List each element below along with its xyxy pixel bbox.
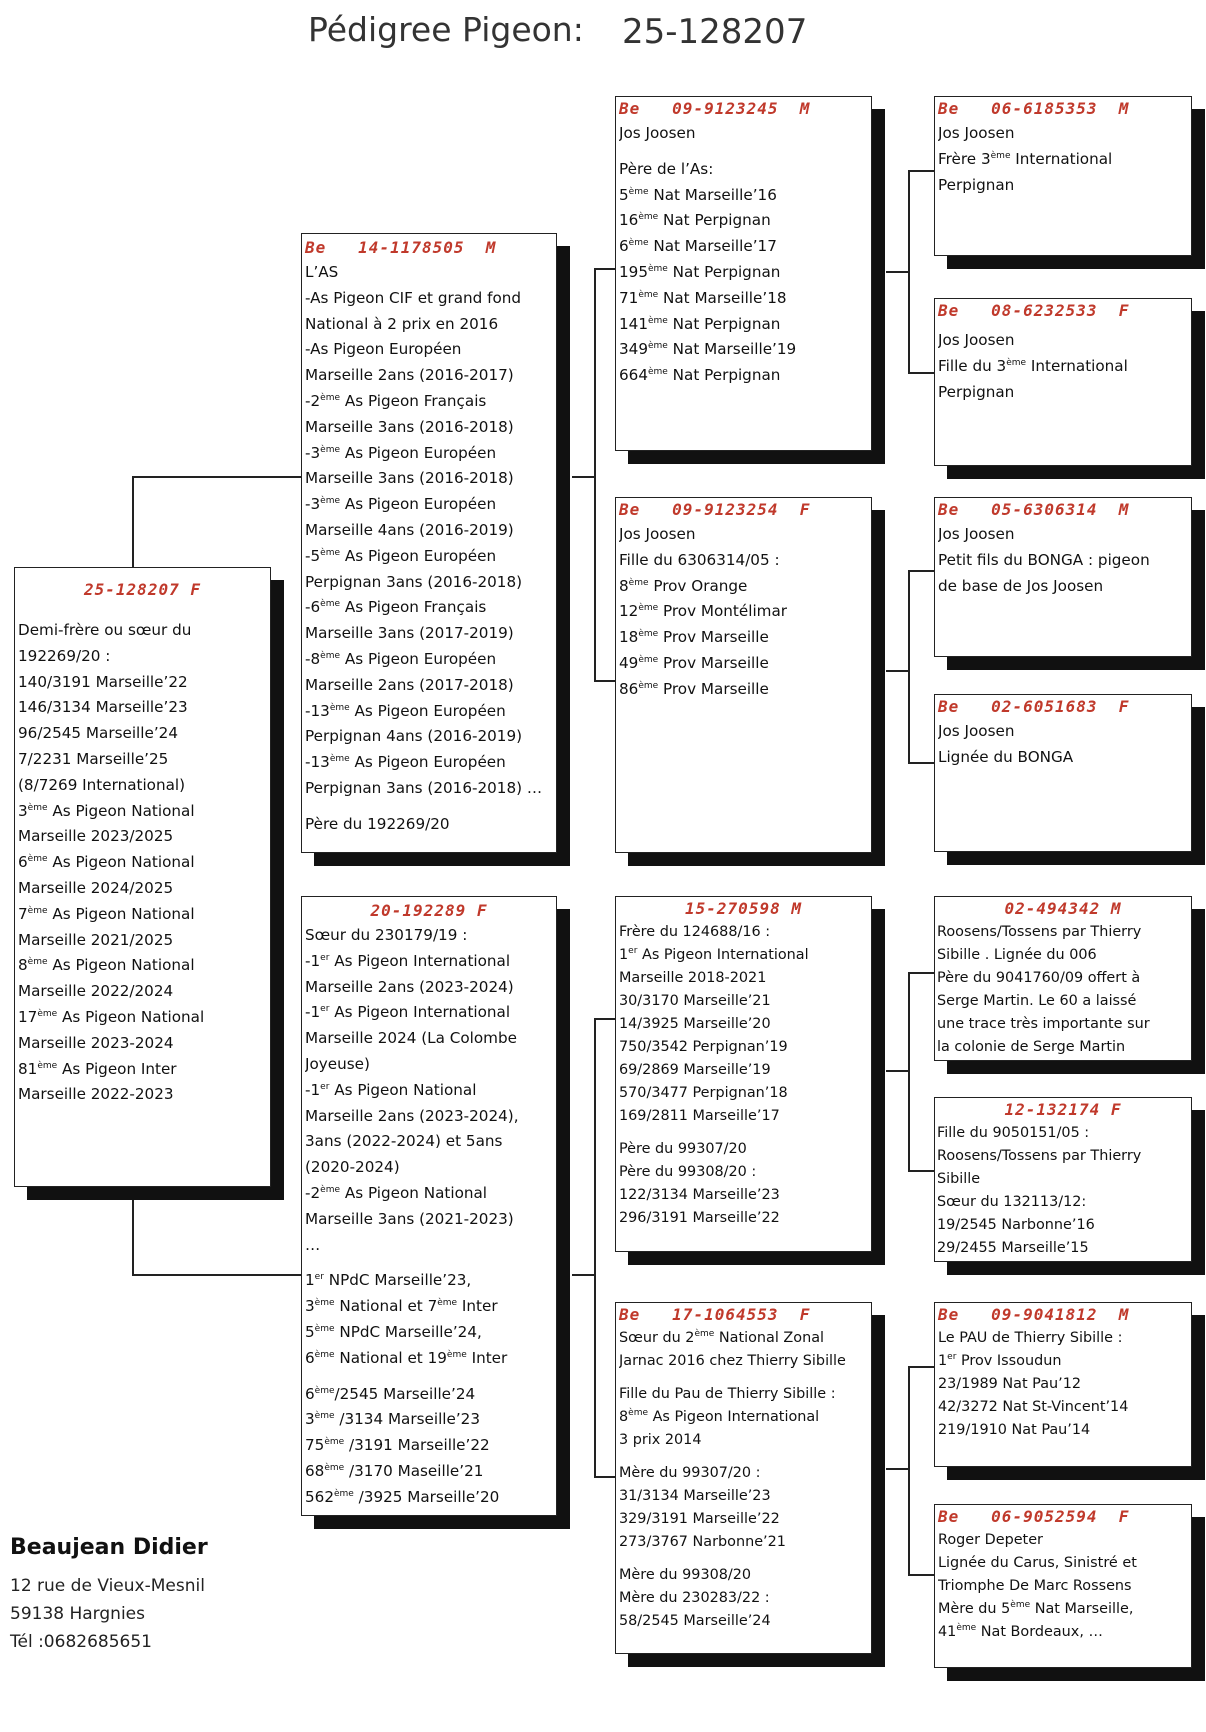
gd2-country: Be [619,1305,641,1324]
pedigree-line: Père du 99308/20 : [619,1164,757,1180]
pedigree-line: Marseille 2ans (2017-2018) [305,675,514,694]
pedigree-line: Perpignan 3ans (2016-2018) … [305,778,543,797]
pedigree-line: 6ème As Pigeon National [18,853,195,872]
pedigree-line: Marseille 3ans (2016-2018) [305,469,514,488]
pedigree-line: Jarnac 2016 chez Thierry Sibille [619,1353,846,1369]
sire-ring: 14-1178505 [358,238,465,257]
pedigree-line: Perpignan [938,382,1015,401]
pedigree-line: 296/3191 Marseille’22 [619,1210,780,1226]
connector [886,670,910,672]
pedigree-line: -1er As Pigeon National [305,1080,477,1099]
ggs4-lines [938,1327,1188,1442]
ggd1-ring-header [938,299,1188,323]
pedigree-line: 7/2231 Marseille’25 [18,749,169,768]
pedigree-line: Petit fils du BONGA : pigeon [938,550,1150,569]
pedigree-line: Père du 192269/20 [305,814,450,833]
page-title [0,4,1206,64]
grandsire-maternal-card [615,896,872,1252]
connector [594,680,616,682]
ggs2-sex: M [1118,500,1130,519]
pedigree-line: 19/2545 Narbonne’16 [937,1217,1095,1233]
pedigree-line: Père du 9041760/09 offert à [937,970,1141,986]
pedigree-line: Fille du 3ème International [938,356,1128,375]
pedigree-line: 81ème As Pigeon Inter [18,1059,177,1078]
sire-card [301,233,557,853]
ggd3-card [934,1097,1192,1262]
dam-lines [305,923,553,1511]
pedigree-line: 1er Prov Issoudun [938,1352,1062,1369]
pedigree-line: Marseille 2024 (La Colombe [305,1029,517,1048]
gd2-sex: F [799,1305,811,1324]
pedigree-line: 23/1989 Nat Pau’12 [938,1376,1082,1392]
sire-country: Be [305,238,327,257]
pedigree-line: Marseille 4ans (2016-2019) [305,520,514,539]
pedigree-line: Marseille 2021/2025 [18,930,174,949]
pedigree-line: -As Pigeon CIF et grand fond [305,288,522,307]
gd1-sex: F [799,500,811,519]
ggd4-country: Be [938,1507,960,1526]
connector [908,170,910,374]
pedigree-line: 750/3542 Perpignan’19 [619,1039,788,1055]
sire-sex: M [485,238,497,257]
pedigree-line: 6ème National et 19ème Inter [305,1348,508,1367]
pedigree-line: Sœur du 132113/12: [937,1194,1087,1210]
pedigree-line: Perpignan 3ans (2016-2018) [305,572,523,591]
pedigree-line: Perpignan [938,175,1015,194]
pedigree-line: 5ème Nat Marseille’16 [619,185,777,204]
ggs3-card [934,896,1192,1061]
subject-ring: 25-128207 F [84,580,201,599]
pedigree-line: Marseille 2ans (2023-2024), [305,1106,519,1125]
gs1-ring: 09-9123245 [672,99,779,118]
pedigree-line: 12ème Prov Montélimar [619,602,788,621]
pedigree-line: Marseille 3ans (2017-2019) [305,624,514,643]
pedigree-line: National à 2 prix en 2016 [305,314,499,333]
pedigree-line: Marseille 3ans (2021-2023) [305,1209,514,1228]
pedigree-line: 140/3191 Marseille’22 [18,672,188,691]
pedigree-line: 3ans (2022-2024) et 5ans [305,1132,503,1151]
ggd2-lines [938,719,1188,771]
pedigree-line: Roger Depeter [938,1532,1043,1548]
pedigree-line: Sibille [937,1171,981,1187]
connector [886,271,910,273]
pedigree-line: -13ème As Pigeon Européen [305,753,506,772]
pedigree-line: 3ème As Pigeon National [18,801,195,820]
owner-info [10,1535,310,1652]
ggd4-card [934,1504,1192,1668]
pedigree-line: Roosens/Tossens par Thierry [937,1148,1142,1164]
gs2-lines [619,921,868,1230]
pedigree-line: 8ème Prov Orange [619,576,748,595]
pedigree-line: -As Pigeon Européen [305,340,462,359]
ggd3-lines [937,1122,1189,1260]
ggd1-ring: 08-6232533 [991,301,1098,320]
connector [908,972,934,974]
pedigree-line: Jos Joosen [938,331,1015,349]
ggs1-card [934,96,1192,256]
pedigree-line: Lignée du Carus, Sinistré et [938,1555,1137,1571]
pedigree-line: 30/3170 Marseille’21 [619,993,771,1009]
ggd4-ring-header [938,1505,1188,1529]
pedigree-line: 42/3272 Nat St-Vincent’14 [938,1399,1129,1415]
owner-city: 59138 Hargnies [10,1604,145,1624]
pedigree-line: 6ème Nat Marseille’17 [619,237,777,256]
pedigree-line: Marseille 2023/2025 [18,827,174,846]
pedigree-line: Père du 99307/20 [619,1141,747,1157]
pedigree-line: de base de Jos Joosen [938,576,1104,595]
pedigree-line: Marseille 2022/2024 [18,982,174,1001]
pedigree-line: 146/3134 Marseille’23 [18,698,188,717]
ggs2-ring: 05-6306314 [991,500,1098,519]
ggd1-country: Be [938,301,960,320]
ggd3-ring: 12-132174 F [1004,1100,1122,1119]
connector [594,268,616,270]
pedigree-line: Joyeuse) [305,1054,370,1073]
pedigree-line: 14/3925 Marseille’20 [619,1016,771,1032]
connector [132,476,134,568]
connector [594,1018,596,1478]
gd1-lines [619,522,868,703]
connector [132,476,302,478]
connector [908,372,934,374]
pedigree-line: 69/2869 Marseille’19 [619,1062,771,1078]
pedigree-line: Marseille 2023-2024 [18,1033,174,1052]
pedigree-line: Marseille 3ans (2016-2018) [305,417,514,436]
pedigree-line: 1er As Pigeon International [619,946,809,963]
pedigree-line: 3 prix 2014 [619,1432,702,1448]
pedigree-line: 8ème As Pigeon National [18,956,195,975]
pedigree-line: Mère du 5ème Nat Marseille, [938,1600,1134,1617]
ggs1-ring-header [938,97,1188,121]
pedigree-line: 3ème National et 7ème Inter [305,1297,498,1316]
ggs2-ring-header [938,498,1188,522]
connector [132,1196,134,1276]
ggd2-sex: F [1118,697,1130,716]
pedigree-line: 195ème Nat Perpignan [619,262,781,281]
pedigree-line: 86ème Prov Marseille [619,679,769,698]
grandsire-paternal-ring-header [619,97,868,121]
pedigree-line: Jos Joosen [938,722,1015,740]
ggd4-sex: F [1118,1507,1130,1526]
pedigree-line: Marseille 2018-2021 [619,970,767,986]
pedigree-line: (2020-2024) [305,1158,400,1177]
ggs4-card [934,1302,1192,1467]
gd2-ring: 17-1064553 [672,1305,779,1324]
pedigree-line: 58/2545 Marseille’24 [619,1613,771,1629]
pedigree-line: Jos Joosen [619,525,696,543]
ggd1-card [934,298,1192,466]
pedigree-line: Frère du 124688/16 : [619,924,771,940]
pedigree-line: -1er As Pigeon International [305,1003,511,1022]
granddam-paternal-card [615,497,872,853]
pedigree-line: la colonie de Serge Martin [937,1039,1126,1055]
connector [908,1574,934,1576]
pedigree-line: 192269/20 : [18,646,111,665]
pedigree-line: 329/3191 Marseille’22 [619,1511,780,1527]
connector [908,972,910,1172]
connector [908,1366,910,1576]
dam-card [301,896,557,1516]
pedigree-line: 31/3134 Marseille’23 [619,1488,771,1504]
ggd2-ring: 02-6051683 [991,697,1098,716]
gs1-sex: M [799,99,811,118]
dam-ring: 20-192289 F [370,901,488,920]
pedigree-line: 349ème Nat Marseille’19 [619,340,797,359]
connector [908,570,934,572]
pedigree-line: 29/2455 Marseille’15 [937,1240,1089,1256]
connector [132,1274,302,1276]
pedigree-line: 219/1910 Nat Pau’14 [938,1422,1091,1438]
pedigree-line: 6ème/2545 Marseille’24 [305,1384,476,1403]
grandsire-paternal-card [615,96,872,451]
sire-ring-header [305,236,553,260]
pedigree-line: 71ème Nat Marseille’18 [619,288,787,307]
granddam-paternal-ring-header [619,498,868,522]
pedigree-line: Perpignan 4ans (2016-2019) [305,727,523,746]
pedigree-line: 664ème Nat Perpignan [619,366,781,385]
pedigree-line: Frère 3ème International [938,149,1113,168]
ggs1-ring: 06-6185353 [991,99,1098,118]
pedigree-line: Mère du 99307/20 : [619,1465,761,1481]
connector [594,1018,616,1020]
pedigree-line: 8ème As Pigeon International [619,1408,820,1425]
ggs4-ring: 09-9041812 [991,1305,1098,1324]
connector [594,268,596,682]
sire-lines [305,260,553,838]
pedigree-line: Marseille 2024/2025 [18,878,174,897]
pedigree-line: Mère du 99308/20 [619,1567,752,1583]
ggs1-sex: M [1118,99,1130,118]
ggs1-country: Be [938,99,960,118]
pedigree-line: 17ème As Pigeon National [18,1007,205,1026]
pedigree-line: 5ème NPdC Marseille’24, [305,1322,482,1341]
ggs4-sex: M [1118,1305,1130,1324]
owner-name: Beaujean Didier [10,1535,208,1560]
pedigree-line: 570/3477 Perpignan’18 [619,1085,788,1101]
connector [908,570,910,764]
pedigree-line: -1er As Pigeon International [305,951,511,970]
pedigree-line: Fille du 9050151/05 : [937,1125,1090,1141]
ggd4-ring: 06-9052594 [991,1507,1098,1526]
pedigree-line: 41ème Nat Bordeaux, … [938,1623,1103,1640]
gd2-lines [619,1327,868,1633]
pedigree-line: Jos Joosen [938,525,1015,543]
ggd1-sex: F [1118,301,1130,320]
granddam-maternal-ring-header [619,1303,868,1327]
pedigree-line: 18ème Prov Marseille [619,628,769,647]
pedigree-line: L’AS [305,263,339,281]
pedigree-line: -6ème As Pigeon Français [305,598,487,617]
pedigree-line: 122/3134 Marseille’23 [619,1187,780,1203]
pedigree-line: Roosens/Tossens par Thierry [937,924,1142,940]
owner-street: 12 rue de Vieux-Mesnil [10,1576,205,1596]
connector [886,1468,910,1470]
ggs2-lines [938,522,1188,599]
pedigree-line: 1er NPdC Marseille’23, [305,1271,472,1290]
pedigree-line: 16ème Nat Perpignan [619,211,771,230]
pedigree-line: 562ème /3925 Marseille’20 [305,1487,500,1506]
ggs2-card [934,497,1192,657]
connector [572,476,596,478]
pedigree-line: une trace très importante sur [937,1016,1150,1032]
connector [886,1070,910,1072]
subject-lines [18,618,267,1108]
ggs4-country: Be [938,1305,960,1324]
gs1-lines [619,121,868,389]
ggs3-ring: 02-494342 M [1004,899,1122,918]
pedigree-line: 96/2545 Marseille’24 [18,724,178,743]
connector [594,1476,616,1478]
title-number: 25-128207 [622,12,808,52]
pedigree-line: Sœur du 230179/19 : [305,926,468,944]
ggs4-ring-header [938,1303,1188,1327]
pedigree-line: 75ème /3191 Marseille’22 [305,1436,490,1455]
pedigree-line: -13ème As Pigeon Européen [305,701,506,720]
pedigree-line: Sœur du 2ème National Zonal [619,1329,825,1346]
connector [572,1274,596,1276]
ggs2-country: Be [938,500,960,519]
pedigree-line: -3ème As Pigeon Européen [305,495,497,514]
gd1-country: Be [619,500,641,519]
gd1-ring: 09-9123254 [672,500,779,519]
pedigree-line: Marseille 2022-2023 [18,1085,174,1104]
subject-pigeon-card [14,567,271,1187]
pedigree-line: Marseille 2ans (2016-2017) [305,366,514,385]
connector [908,1170,934,1172]
pedigree-line: -2ème As Pigeon National [305,1183,488,1202]
pedigree-line: 141ème Nat Perpignan [619,314,781,333]
pedigree-line: -5ème As Pigeon Européen [305,546,497,565]
pedigree-line: Triomphe De Marc Rossens [938,1578,1132,1594]
pedigree-line: Jos Joosen [619,124,696,142]
ggd4-lines [938,1529,1188,1644]
connector [908,762,934,764]
pedigree-line: 68ème /3170 Maseille’21 [305,1461,484,1480]
pedigree-line: 273/3767 Narbonne’21 [619,1534,786,1550]
connector [908,170,934,172]
pedigree-line: Père de l’As: [619,159,714,178]
pedigree-line: Demi-frère ou sœur du [18,621,192,639]
pedigree-line: Fille du Pau de Thierry Sibille : [619,1386,836,1402]
connector [908,1366,934,1368]
title-label: Pédigree Pigeon: [308,10,584,49]
pedigree-line: -3ème As Pigeon Européen [305,443,497,462]
pedigree-line: Marseille 2ans (2023-2024) [305,977,514,996]
gs2-ring: 15-270598 M [685,899,802,918]
pedigree-line: Serge Martin. Le 60 a laissé [937,993,1137,1009]
granddam-maternal-card [615,1302,872,1654]
pedigree-line: -2ème As Pigeon Français [305,391,487,410]
pedigree-line: (8/7269 International) [18,775,186,794]
ggd2-ring-header [938,695,1188,719]
pedigree-line: … [305,1235,321,1254]
ggs1-lines [938,121,1188,198]
pedigree-line: 169/2811 Marseille’17 [619,1108,780,1124]
pedigree-line: 3ème /3134 Marseille’23 [305,1410,481,1429]
pedigree-line: Fille du 6306314/05 : [619,550,780,569]
ggd2-country: Be [938,697,960,716]
ggd1-lines [938,328,1188,405]
pedigree-line: 49ème Prov Marseille [619,653,769,672]
ggd2-card [934,694,1192,852]
pedigree-line: 7ème As Pigeon National [18,904,195,923]
pedigree-line: Jos Joosen [938,124,1015,142]
pedigree-line: Lignée du BONGA [938,747,1074,766]
owner-phone: Tél :0682685651 [10,1632,152,1652]
pedigree-line: Sibille . Lignée du 006 [937,947,1097,963]
pedigree-line: Mère du 230283/22 : [619,1590,770,1606]
pedigree-line: Le PAU de Thierry Sibille : [938,1330,1123,1346]
ggs3-lines [937,921,1189,1059]
gs1-country: Be [619,99,641,118]
pedigree-line: -8ème As Pigeon Européen [305,649,497,668]
